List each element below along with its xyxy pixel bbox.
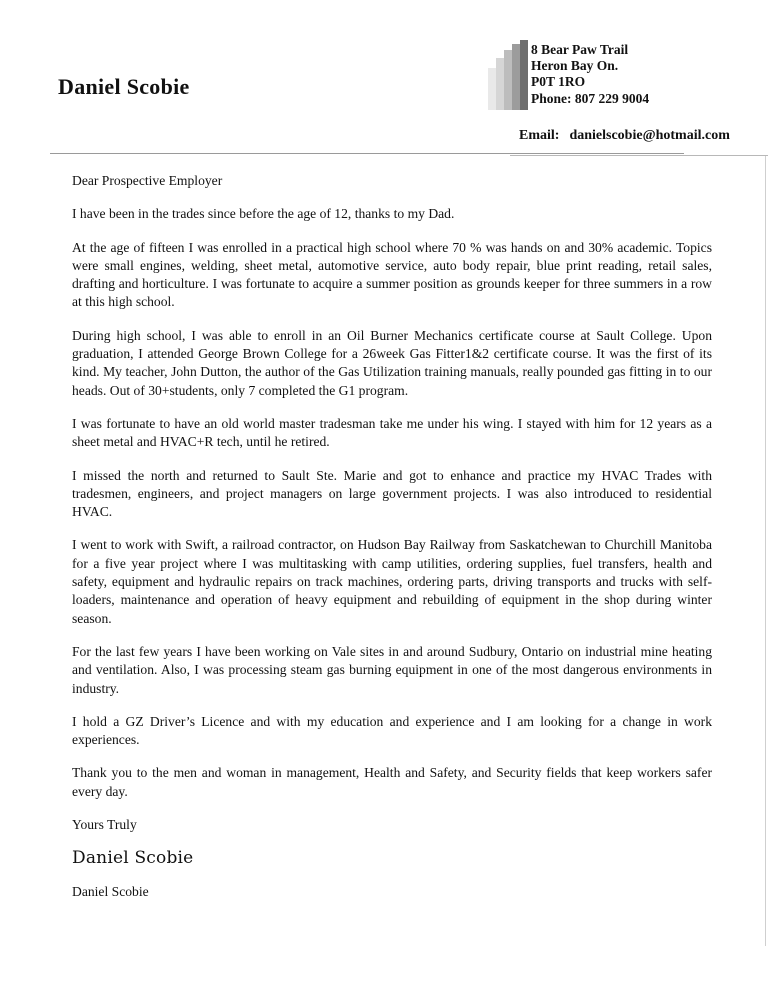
logo-bar [496,58,504,110]
page-edge-line [765,156,766,946]
logo-bar [520,40,528,110]
email-line [519,128,730,144]
closing: Yours Truly [72,817,137,833]
letter-paragraph: At the age of fifteen I was enrolled in a practical high school where 70 % was hands on and 30% academic. Topics were small engines, welding, sheet metal, automotive service, auto body repair, blue print reading, retail sales, drafting and horticulture. I was fortunate to acquire a summer position as grounds keeper for three summers in a row at this high school. [72,239,712,310]
letter-paragraph: For the last few years I have been working on Vale sites in and around Sudbury, Ontario on industrial mine heating and ventilation. Also, I was processing steam gas burning equipment in one of the most dangerous environments in industry. [72,643,712,696]
signature: Daniel Scobie [72,848,194,869]
cover-letter-body [72,172,712,916]
salutation: Dear Prospective Employer [72,173,223,188]
applicant-name: Daniel Scobie [58,74,190,99]
address-line: Heron Bay On. [531,58,619,74]
logo-bar [512,44,520,110]
letter-paragraph: I hold a GZ Driver’s Licence and with my education and experience and I am looking for a change in work experiences. [72,713,712,748]
letter-paragraph: I missed the north and returned to Sault Ste. Marie and got to enhance and practice my HVAC Trades with tradesmen, engineers, and project managers on large government projects. I was also introduced to residential HVAC. [72,467,712,520]
contact-address [531,42,649,107]
logo-bar [488,68,496,110]
address-line: P0T 1RO [531,74,586,90]
email-label: Email: [519,128,560,143]
logo-bars-graphic [488,40,528,110]
header-divider [50,153,684,154]
logo-bar [504,50,512,110]
address-line: 8 Bear Paw Trail [531,42,629,57]
phone-line: Phone: 807 229 9004 [531,90,650,106]
email-address[interactable]: danielscobie@hotmail.com [569,128,730,143]
letter-paragraph: During high school, I was able to enroll in an Oil Burner Mechanics certificate course at Sault College. Upon graduation, I attended George Brown College for a 26week Gas Fitter1&2 certificate course. It was the first of its kind. My teacher, John Dutton, the author of the Gas Utilization training manuals, really pounded gas fitting in to our heads. Out of 30+students, only 7 completed the G1 program. [72,327,712,398]
letter-paragraph: I have been in the trades since before the age of 12, thanks to my Dad. [72,206,455,222]
header-divider-right [510,155,768,156]
signature-printed-name: Daniel Scobie [72,883,149,899]
letter-paragraph: Thank you to the men and woman in management, Health and Safety, and Security fields that keep workers safer every day. [72,765,712,799]
letter-paragraph: I went to work with Swift, a railroad contractor, on Hudson Bay Railway from Saskatchewan to Churchill Manitoba for a five year project where I was multitasking with camp utilities, ordering supplies, fuel transfers, health and safety, equipment and hydraulic repairs on track machines, ordering parts, driving transports and trucks with self-loaders, maintenance and operation of heavy equipment and rebuilding of equipment in the shop during winter season. [72,537,712,626]
letter-paragraph: I was fortunate to have an old world master tradesman take me under his wing. I stayed with him for 12 years as a sheet metal and HVAC+R tech, until he retired. [72,415,712,450]
